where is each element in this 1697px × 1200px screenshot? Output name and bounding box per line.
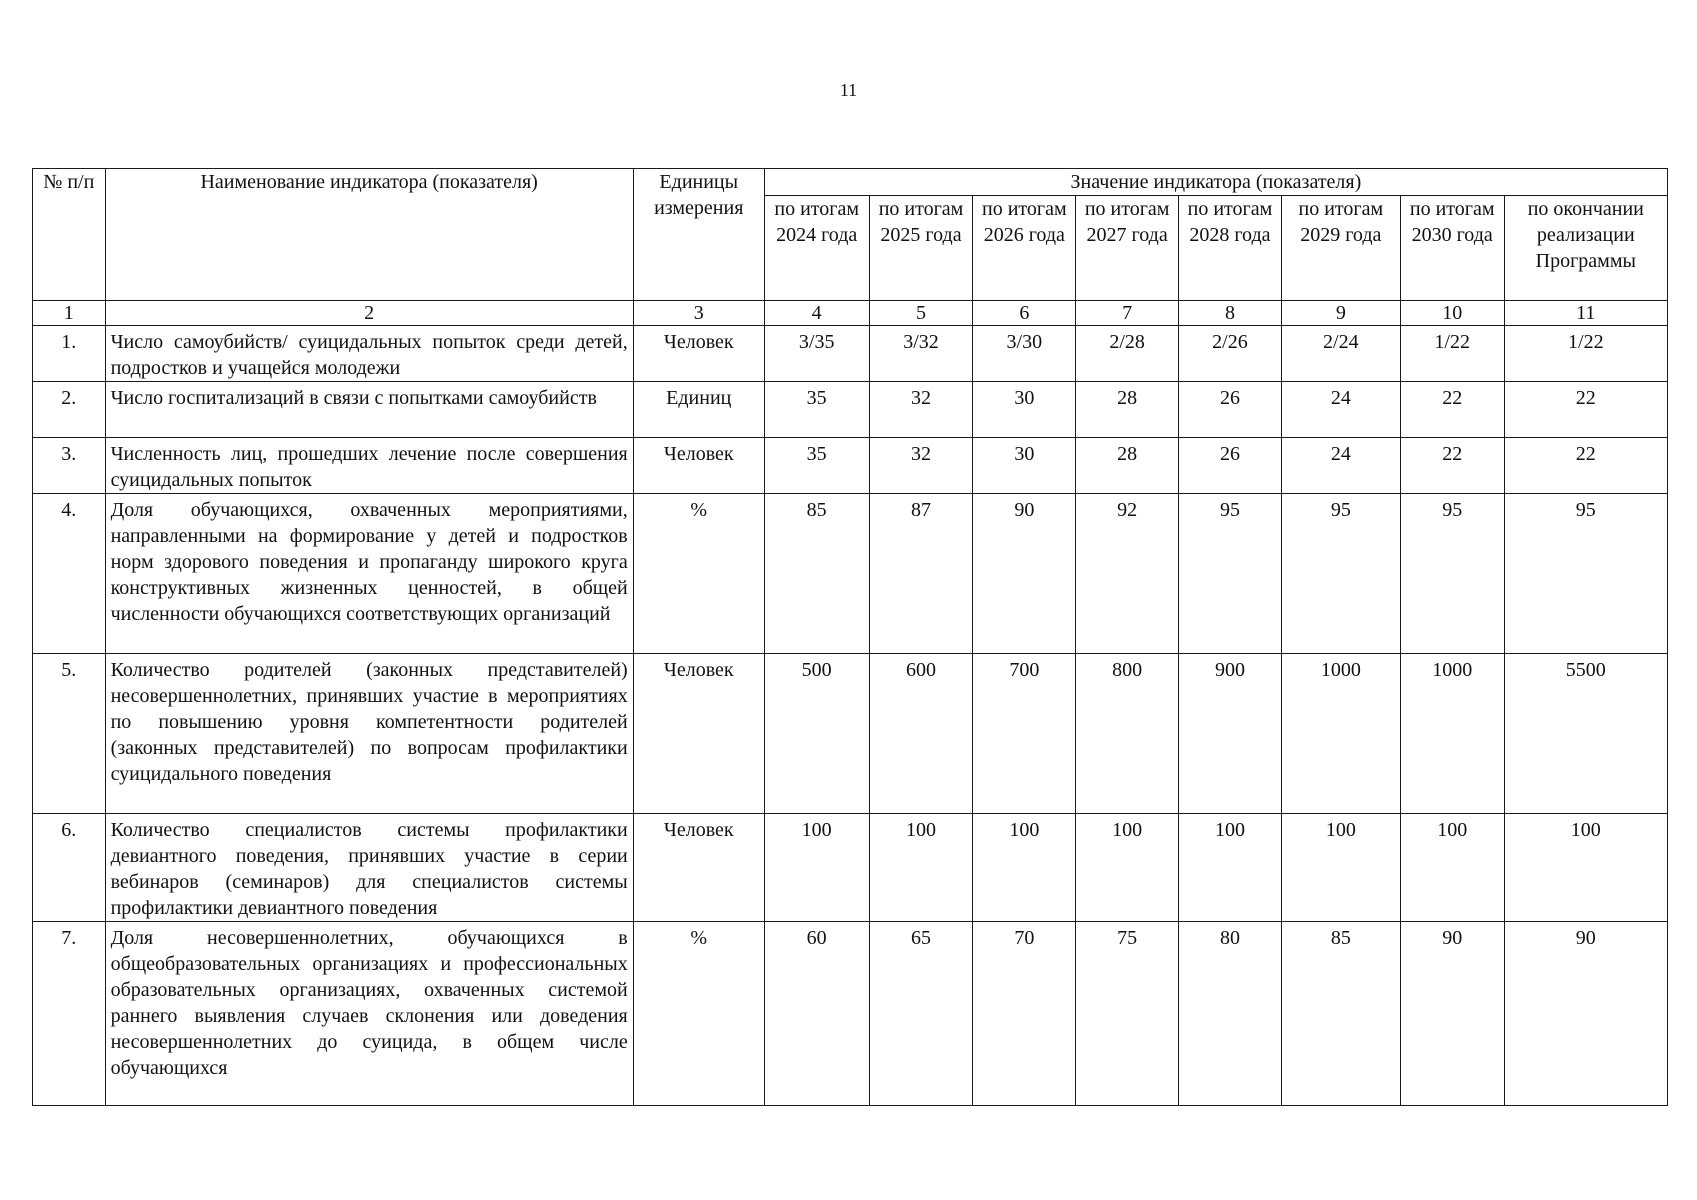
indicator-value: 1000 bbox=[1400, 654, 1504, 814]
indicator-value: 700 bbox=[973, 654, 1076, 814]
column-number: 4 bbox=[764, 301, 869, 326]
indicator-value: 500 bbox=[764, 654, 869, 814]
indicator-value: 24 bbox=[1281, 382, 1400, 438]
indicator-value: 100 bbox=[1076, 814, 1179, 922]
indicator-value: 35 bbox=[764, 382, 869, 438]
indicator-value: 90 bbox=[1400, 922, 1504, 1106]
header-period: по итогам 2030 года bbox=[1400, 196, 1504, 301]
indicator-value: 70 bbox=[973, 922, 1076, 1106]
indicator-value: 95 bbox=[1281, 494, 1400, 654]
header-period: по итогам 2025 года bbox=[869, 196, 973, 301]
indicator-value: 30 bbox=[973, 438, 1076, 494]
indicator-unit: Человек bbox=[633, 326, 764, 382]
indicator-value: 35 bbox=[764, 438, 869, 494]
indicator-value: 95 bbox=[1179, 494, 1282, 654]
indicator-value: 100 bbox=[1281, 814, 1400, 922]
column-number: 9 bbox=[1281, 301, 1400, 326]
indicator-value: 95 bbox=[1504, 494, 1667, 654]
indicator-value: 1/22 bbox=[1504, 326, 1667, 382]
indicator-name: Число госпитализаций в связи с попытками самоубийств bbox=[105, 382, 633, 438]
indicator-value: 2/28 bbox=[1076, 326, 1179, 382]
indicator-value: 22 bbox=[1504, 382, 1667, 438]
indicator-value: 87 bbox=[869, 494, 973, 654]
indicator-value: 600 bbox=[869, 654, 973, 814]
indicator-value: 900 bbox=[1179, 654, 1282, 814]
table-row bbox=[33, 654, 1668, 814]
indicator-value: 22 bbox=[1400, 382, 1504, 438]
indicator-value: 32 bbox=[869, 438, 973, 494]
table-row bbox=[33, 382, 1668, 438]
indicator-value: 100 bbox=[1504, 814, 1667, 922]
header-period: по итогам 2028 года bbox=[1179, 196, 1282, 301]
header-period: по итогам 2027 года bbox=[1076, 196, 1179, 301]
indicator-unit: Человек bbox=[633, 438, 764, 494]
row-number: 6. bbox=[33, 814, 106, 922]
row-number: 1. bbox=[33, 326, 106, 382]
indicator-value: 1/22 bbox=[1400, 326, 1504, 382]
indicator-name: Доля обучающихся, охваченных мероприятиями, направленными на формирование у детей и подростков норм здорового поведения и пропаганду широкого круга конструктивных жизненных ценностей, в общей численности обучающихся соответствующих организаций bbox=[105, 494, 633, 654]
indicator-value: 100 bbox=[973, 814, 1076, 922]
header-name: Наименование индикатора (показателя) bbox=[105, 169, 633, 301]
indicator-value: 85 bbox=[764, 494, 869, 654]
indicator-value: 100 bbox=[1179, 814, 1282, 922]
indicator-value: 92 bbox=[1076, 494, 1179, 654]
header-period: по итогам 2026 года bbox=[973, 196, 1076, 301]
indicator-value: 800 bbox=[1076, 654, 1179, 814]
indicator-value: 90 bbox=[973, 494, 1076, 654]
indicator-name: Число самоубийств/ суицидальных попыток среди детей, подростков и учащейся молодежи bbox=[105, 326, 633, 382]
table-row bbox=[33, 438, 1668, 494]
indicator-value: 30 bbox=[973, 382, 1076, 438]
table-row bbox=[33, 326, 1668, 382]
column-number: 3 bbox=[633, 301, 764, 326]
indicator-value: 2/24 bbox=[1281, 326, 1400, 382]
indicator-value: 3/32 bbox=[869, 326, 973, 382]
indicator-value: 28 bbox=[1076, 438, 1179, 494]
indicator-name: Доля несовершеннолетних, обучающихся в общеобразовательных организациях и профессиональных образовательных организациях, охваченных системой раннего выявления случаев склонения или доведения несовершеннолетних до суицида, в общем числе обучающихся bbox=[105, 922, 633, 1106]
column-number: 11 bbox=[1504, 301, 1667, 326]
indicator-value: 22 bbox=[1504, 438, 1667, 494]
header-num: № п/п bbox=[33, 169, 106, 301]
indicator-value: 65 bbox=[869, 922, 973, 1106]
indicator-value: 100 bbox=[869, 814, 973, 922]
indicator-value: 3/30 bbox=[973, 326, 1076, 382]
indicator-value: 5500 bbox=[1504, 654, 1667, 814]
indicator-value: 28 bbox=[1076, 382, 1179, 438]
indicator-value: 26 bbox=[1179, 382, 1282, 438]
indicator-name: Количество специалистов системы профилактики девиантного поведения, принявших участие в серии вебинаров (семинаров) для специалистов системы профилактики девиантного поведения bbox=[105, 814, 633, 922]
indicator-value: 2/26 bbox=[1179, 326, 1282, 382]
column-number: 6 bbox=[973, 301, 1076, 326]
indicator-value: 24 bbox=[1281, 438, 1400, 494]
indicator-value: 1000 bbox=[1281, 654, 1400, 814]
indicator-value: 100 bbox=[764, 814, 869, 922]
column-number-row bbox=[33, 301, 1668, 326]
table-row bbox=[33, 494, 1668, 654]
table-row bbox=[33, 814, 1668, 922]
indicator-value: 95 bbox=[1400, 494, 1504, 654]
indicator-value: 80 bbox=[1179, 922, 1282, 1106]
header-period: по окончании реализации Программы bbox=[1504, 196, 1667, 301]
column-number: 1 bbox=[33, 301, 106, 326]
indicator-value: 75 bbox=[1076, 922, 1179, 1106]
page-number: 11 bbox=[839, 80, 858, 100]
indicator-value: 100 bbox=[1400, 814, 1504, 922]
header-period: по итогам 2024 года bbox=[764, 196, 869, 301]
indicator-unit: Единиц bbox=[633, 382, 764, 438]
row-number: 5. bbox=[33, 654, 106, 814]
row-number: 2. bbox=[33, 382, 106, 438]
row-number: 4. bbox=[33, 494, 106, 654]
indicator-value: 26 bbox=[1179, 438, 1282, 494]
indicator-value: 85 bbox=[1281, 922, 1400, 1106]
indicator-value: 3/35 bbox=[764, 326, 869, 382]
row-number: 7. bbox=[33, 922, 106, 1106]
column-number: 8 bbox=[1179, 301, 1282, 326]
indicator-name: Количество родителей (законных представителей) несовершеннолетних, принявших участие в мероприятиях по повышению уровня компетентности родителей (законных представителей) по вопросам профилактики суицидального поведения bbox=[105, 654, 633, 814]
indicator-value: 60 bbox=[764, 922, 869, 1106]
column-number: 10 bbox=[1400, 301, 1504, 326]
row-number: 3. bbox=[33, 438, 106, 494]
header-values-group: Значение индикатора (показателя) bbox=[764, 169, 1667, 196]
indicator-unit: Человек bbox=[633, 654, 764, 814]
header-unit: Единицы измерения bbox=[633, 169, 764, 301]
indicator-unit: % bbox=[633, 494, 764, 654]
indicator-unit: Человек bbox=[633, 814, 764, 922]
table-row bbox=[33, 922, 1668, 1106]
column-number: 5 bbox=[869, 301, 973, 326]
indicator-name: Численность лиц, прошедших лечение после совершения суицидальных попыток bbox=[105, 438, 633, 494]
column-number: 2 bbox=[105, 301, 633, 326]
indicator-unit: % bbox=[633, 922, 764, 1106]
indicator-value: 32 bbox=[869, 382, 973, 438]
indicator-value: 90 bbox=[1504, 922, 1667, 1106]
indicator-value: 22 bbox=[1400, 438, 1504, 494]
indicators-table bbox=[32, 168, 1668, 1106]
column-number: 7 bbox=[1076, 301, 1179, 326]
header-period: по итогам 2029 года bbox=[1281, 196, 1400, 301]
